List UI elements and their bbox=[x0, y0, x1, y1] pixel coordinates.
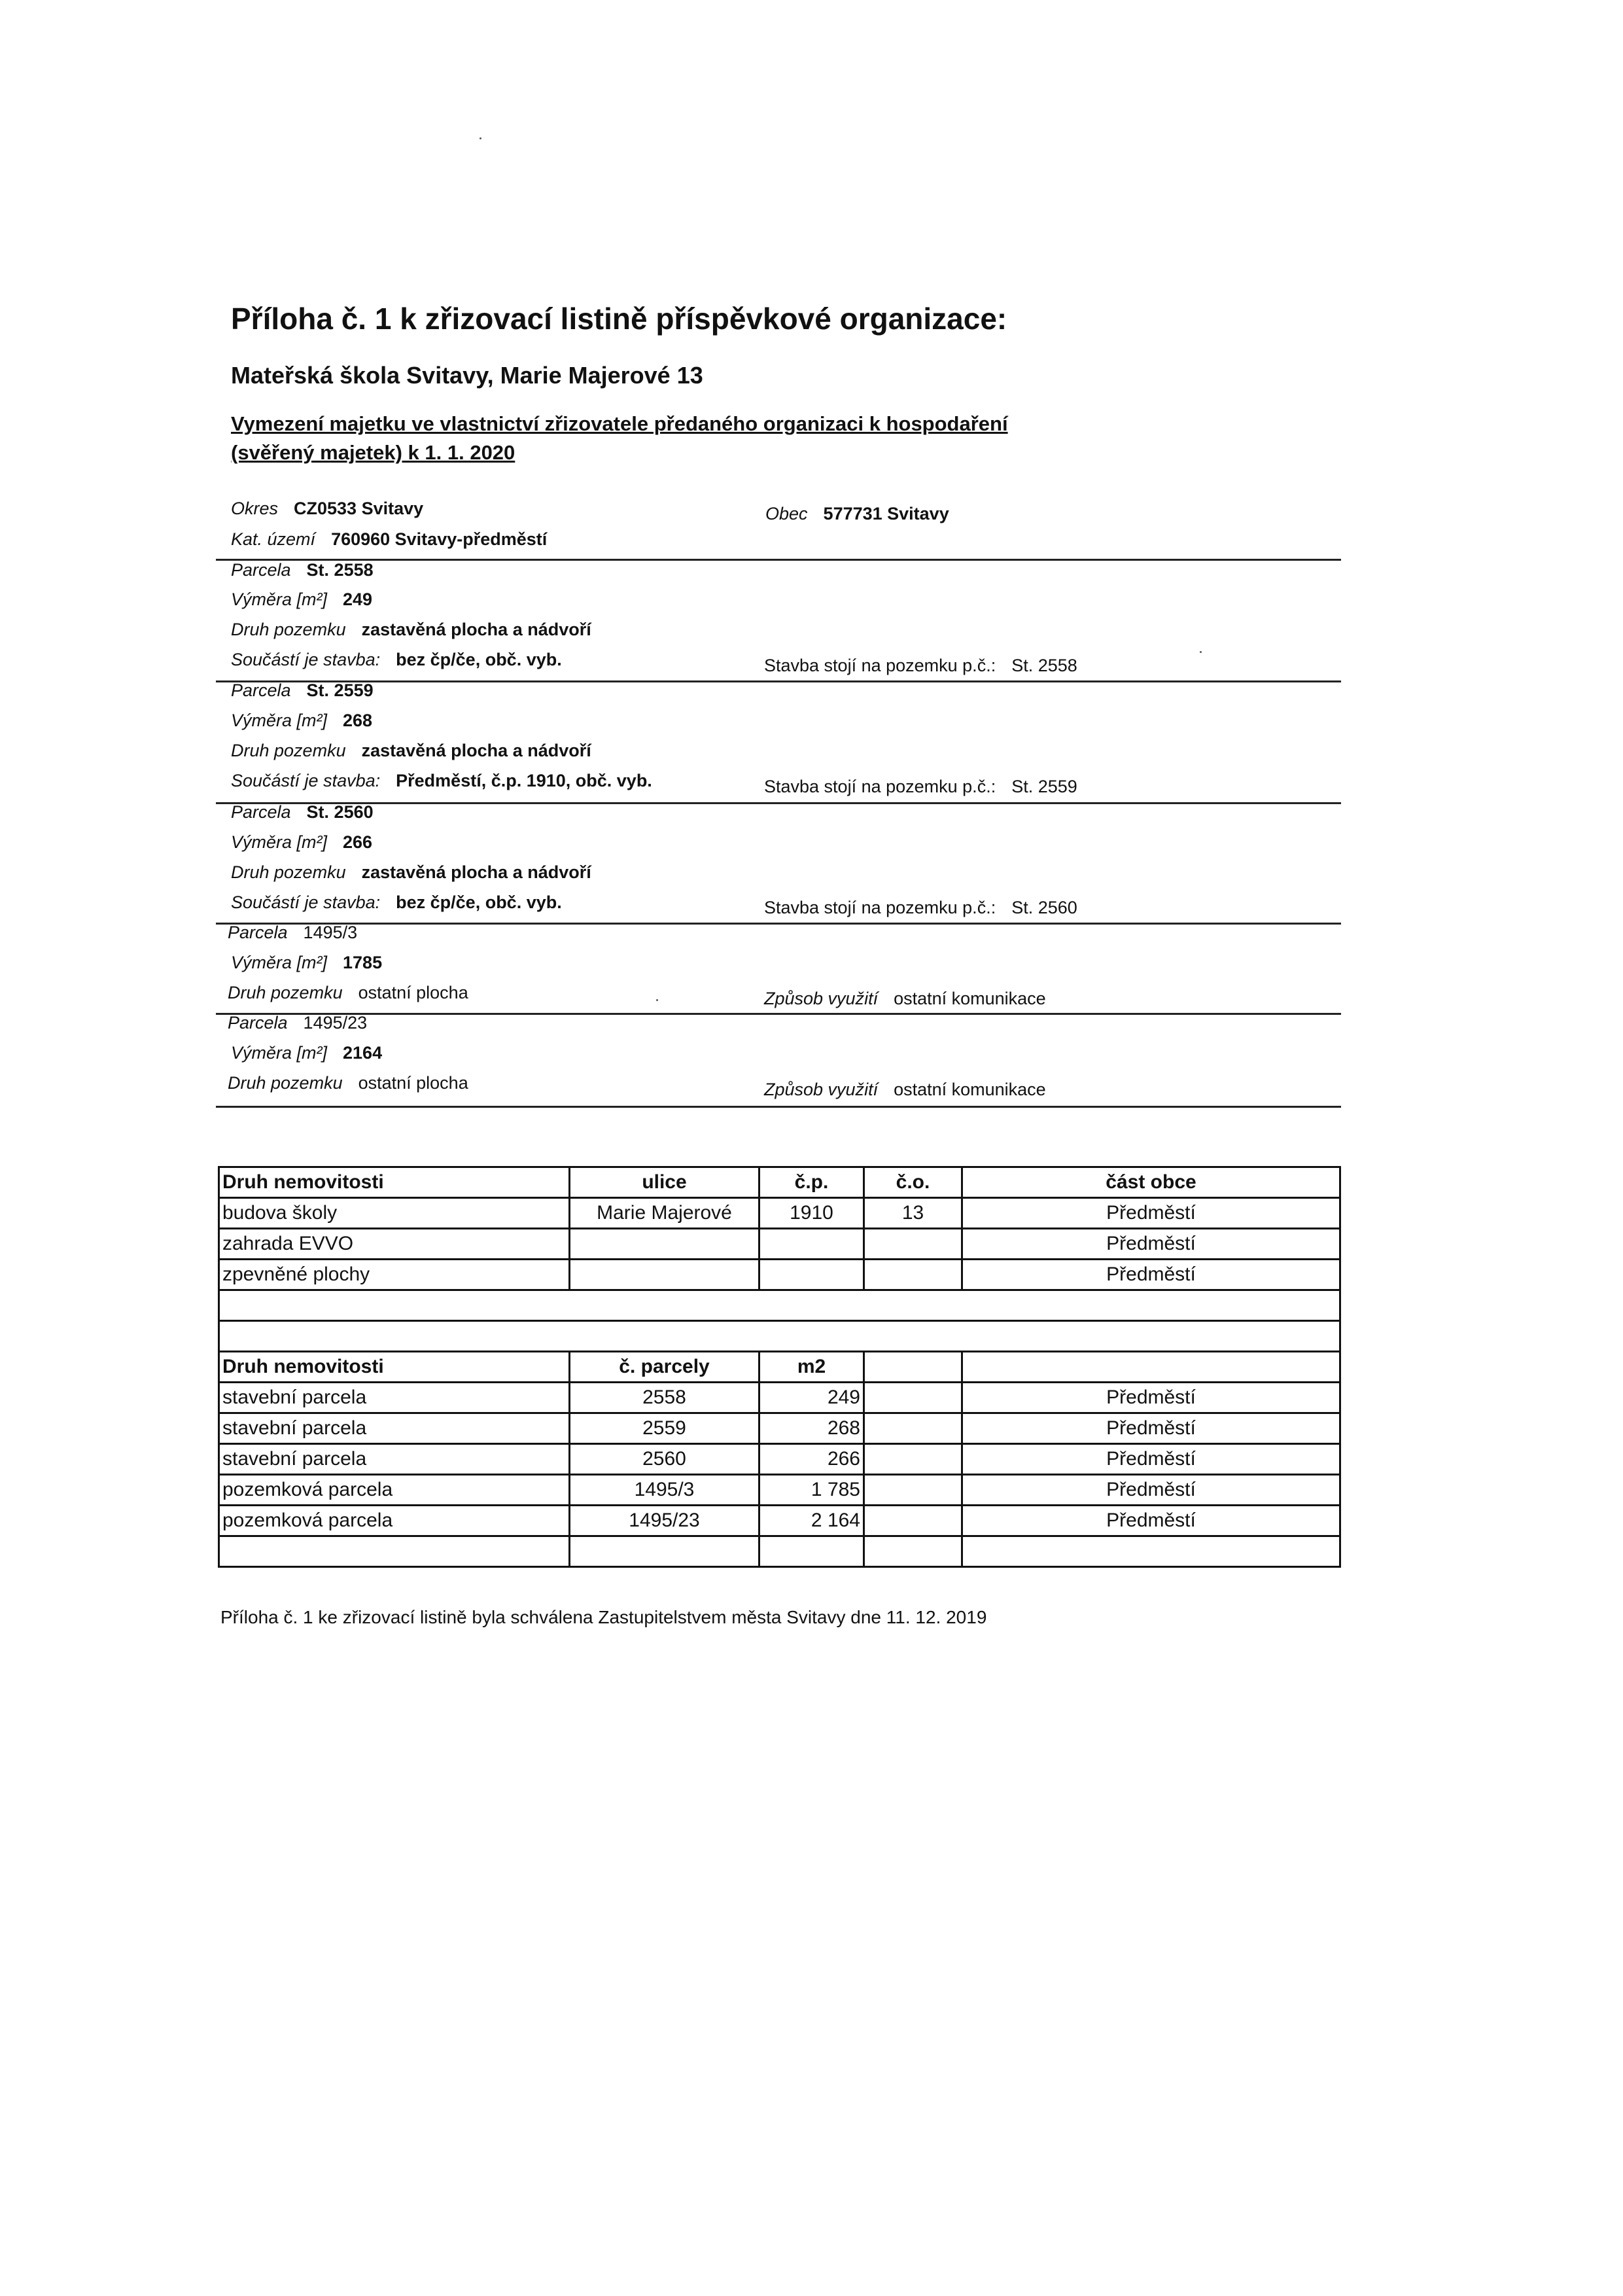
cell: budova školy bbox=[219, 1198, 570, 1229]
cell: stavební parcela bbox=[219, 1444, 570, 1475]
header-m2: m2 bbox=[759, 1352, 864, 1383]
cell bbox=[864, 1475, 962, 1506]
cell bbox=[864, 1506, 962, 1536]
header-co: č.o. bbox=[864, 1167, 962, 1198]
vymera-label: Výměra [m²] bbox=[231, 832, 328, 852]
blank-row bbox=[219, 1321, 1340, 1352]
parcela-label: Parcela bbox=[231, 680, 291, 700]
table-row bbox=[219, 1229, 1340, 1260]
document-title: Příloha č. 1 k zřizovací listině příspěvkové organizace: bbox=[231, 302, 1007, 336]
vymera-value: 266 bbox=[343, 832, 373, 852]
cell bbox=[864, 1229, 962, 1260]
parcela-label: Parcela bbox=[228, 1013, 288, 1033]
cell: 13 bbox=[864, 1198, 962, 1229]
header-cast-obce: část obce bbox=[962, 1167, 1340, 1198]
parcel-5-zpusob bbox=[764, 1080, 1046, 1100]
organization-name: Mateřská škola Svitavy, Marie Majerové 13 bbox=[231, 362, 703, 389]
druh-label: Druh pozemku bbox=[228, 983, 343, 1002]
table-row bbox=[219, 1198, 1340, 1229]
parcel-2-vymera bbox=[231, 711, 372, 731]
vymera-value: 268 bbox=[343, 711, 373, 730]
okres-field bbox=[231, 499, 423, 519]
soucasti-label: Součástí je stavba: bbox=[231, 771, 381, 790]
vymera-label: Výměra [m²] bbox=[231, 711, 328, 730]
cell: zahrada EVVO bbox=[219, 1229, 570, 1260]
cell: Předměstí bbox=[962, 1475, 1340, 1506]
vymera-label: Výměra [m²] bbox=[231, 590, 328, 609]
header-parcela: č. parcely bbox=[570, 1352, 759, 1383]
cell: 1 785 bbox=[759, 1475, 864, 1506]
cell: Předměstí bbox=[962, 1229, 1340, 1260]
header-druh: Druh nemovitosti bbox=[219, 1352, 570, 1383]
blank-cell bbox=[864, 1536, 962, 1567]
cell: 1495/23 bbox=[570, 1506, 759, 1536]
cell: Předměstí bbox=[962, 1444, 1340, 1475]
parcela-value: St. 2560 bbox=[306, 802, 374, 822]
vymera-value: 249 bbox=[343, 590, 373, 609]
cell bbox=[864, 1444, 962, 1475]
cell bbox=[570, 1260, 759, 1290]
cell bbox=[962, 1352, 1340, 1383]
parcel-1-druh bbox=[231, 620, 591, 640]
property-table bbox=[218, 1166, 1341, 1568]
druh-value: zastavěná plocha a nádvoří bbox=[361, 620, 591, 639]
table-row bbox=[219, 1413, 1340, 1444]
cell: 249 bbox=[759, 1383, 864, 1413]
zpusob-value: ostatní komunikace bbox=[894, 989, 1046, 1008]
parcel-5-parcela bbox=[228, 1013, 367, 1033]
obec-field bbox=[765, 504, 949, 524]
cell: zpevněné plochy bbox=[219, 1260, 570, 1290]
cell bbox=[570, 1229, 759, 1260]
table-row bbox=[219, 1260, 1340, 1290]
cell: Marie Majerové bbox=[570, 1198, 759, 1229]
parcel-4-parcela bbox=[228, 923, 357, 943]
parcel-3-soucasti bbox=[231, 892, 562, 913]
divider bbox=[216, 923, 1341, 925]
druh-label: Druh pozemku bbox=[231, 741, 346, 760]
cell: Předměstí bbox=[962, 1260, 1340, 1290]
divider bbox=[216, 1013, 1341, 1015]
table-row bbox=[219, 1475, 1340, 1506]
cell: 266 bbox=[759, 1444, 864, 1475]
cell: Předměstí bbox=[962, 1413, 1340, 1444]
stavba-stoji-label: Stavba stojí na pozemku p.č.: bbox=[764, 777, 996, 796]
cell: 2 164 bbox=[759, 1506, 864, 1536]
parcel-5-druh bbox=[228, 1073, 468, 1093]
druh-label: Druh pozemku bbox=[231, 620, 346, 639]
cell: 1910 bbox=[759, 1198, 864, 1229]
blank-cell bbox=[962, 1536, 1340, 1567]
cell bbox=[759, 1229, 864, 1260]
soucasti-label: Součástí je stavba: bbox=[231, 650, 381, 669]
divider bbox=[216, 680, 1341, 682]
parcel-4-vymera bbox=[231, 953, 382, 973]
vymera-label: Výměra [m²] bbox=[231, 953, 328, 972]
header-cp: č.p. bbox=[759, 1167, 864, 1198]
cell bbox=[759, 1260, 864, 1290]
blank-cell bbox=[219, 1536, 570, 1567]
druh-value: ostatní plocha bbox=[358, 1073, 468, 1093]
divider bbox=[216, 802, 1341, 804]
stavba-stoji-value: St. 2558 bbox=[1011, 656, 1077, 675]
table-row bbox=[219, 1383, 1340, 1413]
parcela-value: St. 2558 bbox=[306, 560, 374, 580]
cell: 268 bbox=[759, 1413, 864, 1444]
cell: stavební parcela bbox=[219, 1413, 570, 1444]
stavba-stoji-label: Stavba stojí na pozemku p.č.: bbox=[764, 656, 996, 675]
stavba-stoji-value: St. 2559 bbox=[1011, 777, 1077, 796]
parcel-1-parcela bbox=[231, 560, 374, 580]
parcela-label: Parcela bbox=[228, 923, 288, 942]
cell bbox=[864, 1383, 962, 1413]
parcel-2-stavba-stoji bbox=[764, 777, 1077, 797]
okres-label: Okres bbox=[231, 499, 279, 518]
cell bbox=[864, 1260, 962, 1290]
zpusob-label: Způsob využití bbox=[764, 989, 879, 1008]
soucasti-value: Předměstí, č.p. 1910, obč. vyb. bbox=[396, 771, 652, 790]
parcela-value: St. 2559 bbox=[306, 680, 374, 700]
parcel-5-vymera bbox=[231, 1043, 382, 1063]
blank-row bbox=[219, 1290, 1340, 1321]
parcela-label: Parcela bbox=[231, 802, 291, 822]
parcel-4-druh bbox=[228, 983, 468, 1003]
druh-value: zastavěná plocha a nádvoří bbox=[361, 741, 591, 760]
parcela-label: Parcela bbox=[231, 560, 291, 580]
cell: pozemková parcela bbox=[219, 1475, 570, 1506]
scan-speck bbox=[656, 999, 658, 1001]
katastr-value: 760960 Svitavy-předměstí bbox=[331, 529, 548, 549]
header-ulice: ulice bbox=[570, 1167, 759, 1198]
cell: 2558 bbox=[570, 1383, 759, 1413]
header-druh: Druh nemovitosti bbox=[219, 1167, 570, 1198]
parcel-1-vymera bbox=[231, 590, 372, 610]
vymera-value: 2164 bbox=[343, 1043, 383, 1063]
scan-speck bbox=[1200, 651, 1202, 653]
cell: 2560 bbox=[570, 1444, 759, 1475]
blank-cell bbox=[219, 1321, 1340, 1352]
cell: 1495/3 bbox=[570, 1475, 759, 1506]
cell: Předměstí bbox=[962, 1506, 1340, 1536]
parcel-3-parcela bbox=[231, 802, 374, 822]
druh-value: zastavěná plocha a nádvoří bbox=[361, 862, 591, 882]
section-title-line2: (svěřený majetek) k 1. 1. 2020 bbox=[231, 441, 515, 464]
section-title bbox=[231, 410, 1055, 467]
parcela-value: 1495/23 bbox=[303, 1013, 368, 1033]
stavba-stoji-value: St. 2560 bbox=[1011, 898, 1077, 917]
cell bbox=[864, 1352, 962, 1383]
section-title-line1: Vymezení majetku ve vlastnictví zřizovatele předaného organizaci k hospodaření bbox=[231, 412, 1008, 435]
druh-value: ostatní plocha bbox=[358, 983, 468, 1002]
katastr-field bbox=[231, 529, 547, 550]
vymera-label: Výměra [m²] bbox=[231, 1043, 328, 1063]
table-header-row bbox=[219, 1352, 1340, 1383]
parcel-1-soucasti bbox=[231, 650, 562, 670]
cell bbox=[864, 1413, 962, 1444]
okres-value: CZ0533 Svitavy bbox=[294, 499, 424, 518]
parcel-1-stavba-stoji bbox=[764, 656, 1077, 676]
parcela-value: 1495/3 bbox=[303, 923, 358, 942]
table-header-row bbox=[219, 1167, 1340, 1198]
table-row bbox=[219, 1444, 1340, 1475]
blank-row bbox=[219, 1536, 1340, 1567]
katastr-label: Kat. území bbox=[231, 529, 316, 549]
druh-label: Druh pozemku bbox=[228, 1073, 343, 1093]
parcel-3-stavba-stoji bbox=[764, 898, 1077, 918]
cell: stavební parcela bbox=[219, 1383, 570, 1413]
cell: Předměstí bbox=[962, 1383, 1340, 1413]
vymera-value: 1785 bbox=[343, 953, 383, 972]
blank-cell bbox=[759, 1536, 864, 1567]
table-row bbox=[219, 1506, 1340, 1536]
scan-speck bbox=[480, 137, 481, 139]
obec-label: Obec bbox=[765, 504, 808, 523]
parcel-2-soucasti bbox=[231, 771, 652, 791]
blank-cell bbox=[570, 1536, 759, 1567]
parcel-2-druh bbox=[231, 741, 591, 761]
soucasti-label: Součástí je stavba: bbox=[231, 892, 381, 912]
obec-value: 577731 Svitavy bbox=[823, 504, 949, 523]
cell: 2559 bbox=[570, 1413, 759, 1444]
parcel-3-druh bbox=[231, 862, 591, 883]
divider bbox=[216, 1106, 1341, 1108]
zpusob-label: Způsob využití bbox=[764, 1080, 879, 1099]
approval-note: Příloha č. 1 ke zřizovací listině byla schválena Zastupitelstvem města Svitavy dne 11. 12. 2019 bbox=[220, 1607, 987, 1627]
cell: pozemková parcela bbox=[219, 1506, 570, 1536]
parcel-3-vymera bbox=[231, 832, 372, 853]
soucasti-value: bez čp/če, obč. vyb. bbox=[396, 892, 562, 912]
zpusob-value: ostatní komunikace bbox=[894, 1080, 1046, 1099]
blank-cell bbox=[219, 1290, 1340, 1321]
parcel-2-parcela bbox=[231, 680, 374, 701]
divider bbox=[216, 559, 1341, 561]
soucasti-value: bez čp/če, obč. vyb. bbox=[396, 650, 562, 669]
druh-label: Druh pozemku bbox=[231, 862, 346, 882]
parcel-4-zpusob bbox=[764, 989, 1046, 1009]
cell: Předměstí bbox=[962, 1198, 1340, 1229]
stavba-stoji-label: Stavba stojí na pozemku p.č.: bbox=[764, 898, 996, 917]
